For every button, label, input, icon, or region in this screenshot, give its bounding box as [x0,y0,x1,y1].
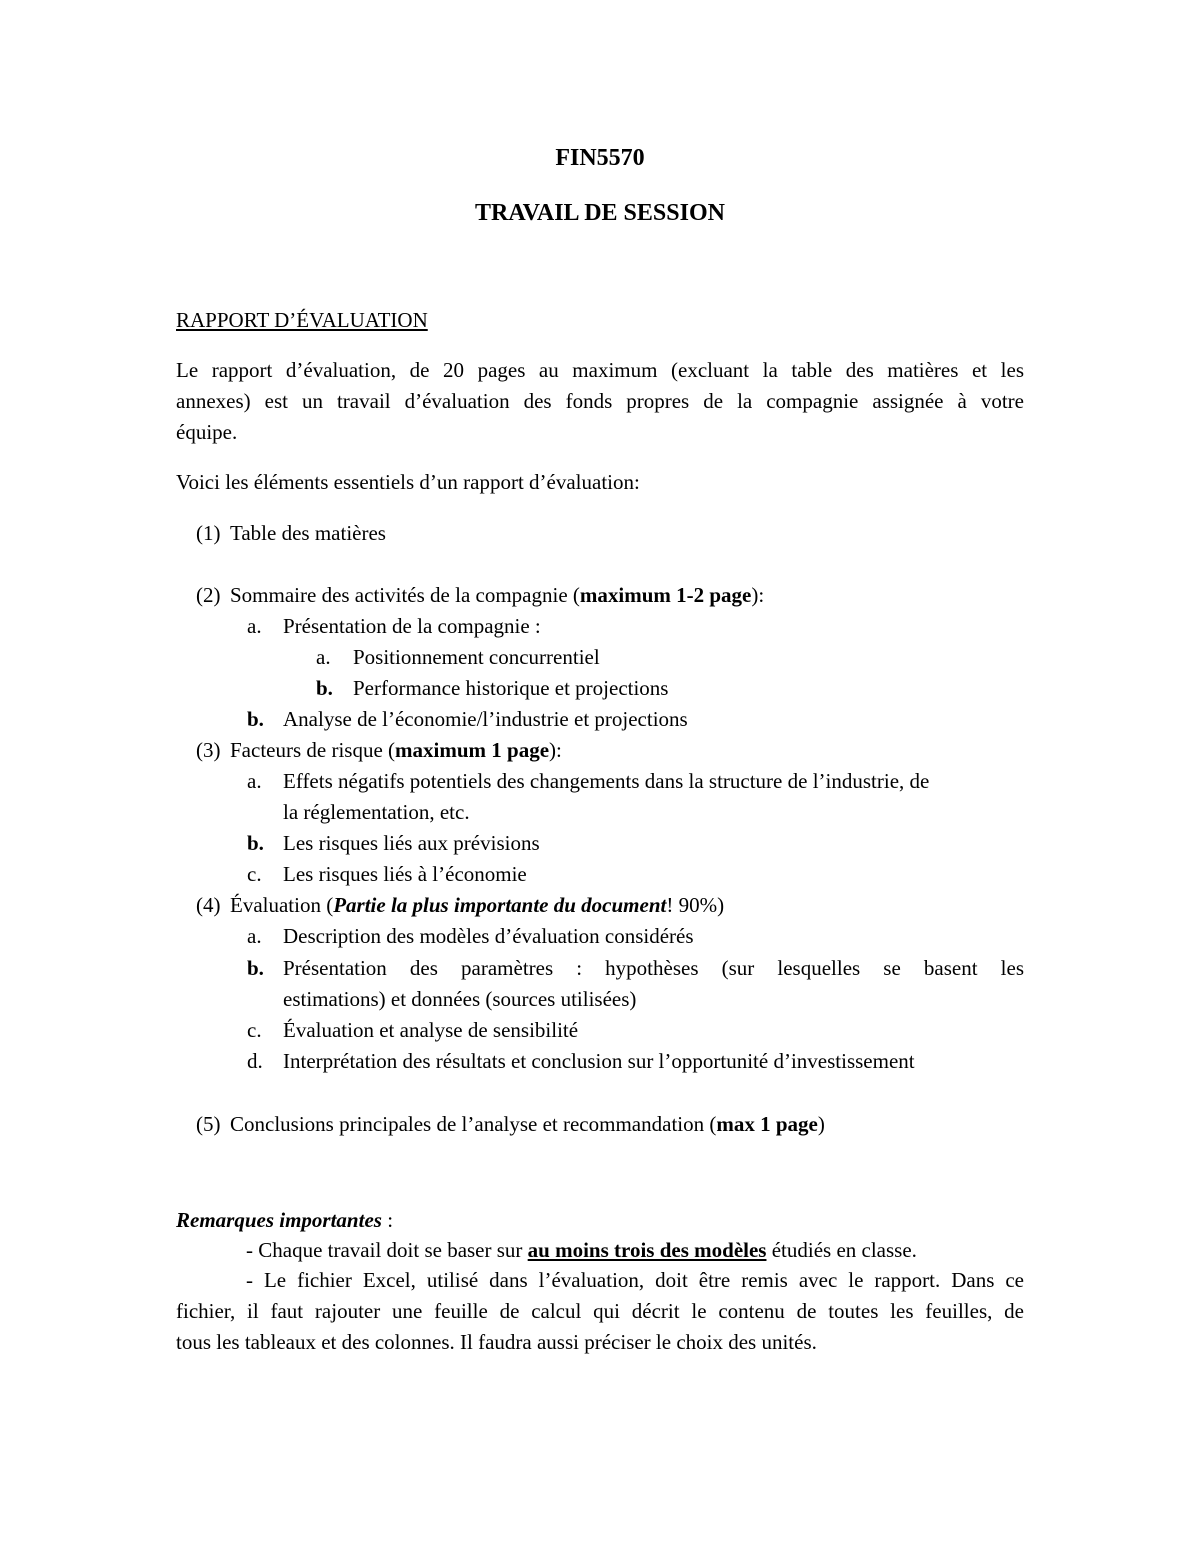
sub-letter: a. [247,614,262,638]
item-text: Table des matières [230,521,386,545]
item-text: Évaluation (Partie la plus importante du document! 90%) [230,893,725,917]
intro-line-1: Le rapport d’évaluation, de 20 pages au maximum (excluant la table des matières et les [176,358,1024,382]
course-code: FIN5570 [555,145,645,171]
sub-letter: b. [247,707,264,731]
sub-text: Évaluation et analyse de sensibilité [283,1018,579,1042]
item-number: (1) [196,521,221,545]
remark-2-line-1: - Le fichier Excel, utilisé dans l’évaluation, doit être remis avec le rapport. Dans ce [246,1268,1024,1292]
sub-letter: a. [247,769,262,793]
sub-letter: b. [247,831,264,855]
subsub-text: Positionnement concurrentiel [353,645,600,669]
subsub-text: Performance historique et projections [353,676,669,700]
sub-letter: c. [247,862,262,886]
sub-text: Les risques liés aux prévisions [283,831,540,855]
item-text: Facteurs de risque (maximum 1 page): [230,738,562,762]
sub-text: Analyse de l’économie/l’industrie et projections [283,707,688,731]
item-text: Sommaire des activités de la compagnie (maximum 1-2 page): [230,583,765,607]
sub-text: la réglementation, etc. [283,800,470,824]
sub-text: Les risques liés à l’économie [283,862,527,886]
subsub-letter: a. [316,645,331,669]
item-number: (4) [196,893,221,917]
remarks-heading: Remarques importantes : [176,1208,394,1232]
sub-letter: a. [247,924,262,948]
sub-text: Effets négatifs potentiels des changements dans la structure de l’industrie, de [283,769,930,793]
lead-text: Voici les éléments essentiels d’un rapport d’évaluation: [176,470,640,494]
sub-text: estimations) et données (sources utilisées) [283,987,637,1011]
remark-2-line-3: tous les tableaux et des colonnes. Il faudra aussi préciser le choix des unités. [176,1330,817,1354]
item-number: (5) [196,1112,221,1136]
item-number: (2) [196,583,221,607]
sub-text: Présentation de la compagnie : [283,614,541,638]
item-number: (3) [196,738,221,762]
sub-text: Description des modèles d’évaluation considérés [283,924,694,948]
remark-1: - Chaque travail doit se baser sur au moins trois des modèles étudiés en classe. [246,1238,917,1262]
sub-text: Présentation des paramètres : hypothèses (sur lesquelles se basent les [283,956,1024,980]
sub-letter: c. [247,1018,262,1042]
document-title: TRAVAIL DE SESSION [475,200,725,226]
section-heading: RAPPORT D’ÉVALUATION [176,308,428,332]
sub-text: Interprétation des résultats et conclusion sur l’opportunité d’investissement [283,1049,915,1073]
sub-letter: d. [247,1049,263,1073]
intro-line-2: annexes) est un travail d’évaluation des fonds propres de la compagnie assignée à votre [176,389,1024,413]
item-text: Conclusions principales de l’analyse et recommandation (max 1 page) [230,1112,825,1136]
sub-letter: b. [247,956,264,980]
subsub-letter: b. [316,676,333,700]
remark-2-line-2: fichier, il faut rajouter une feuille de calcul qui décrit le contenu de toutes les feuilles, de [176,1299,1024,1323]
intro-line-3: équipe. [176,420,238,444]
